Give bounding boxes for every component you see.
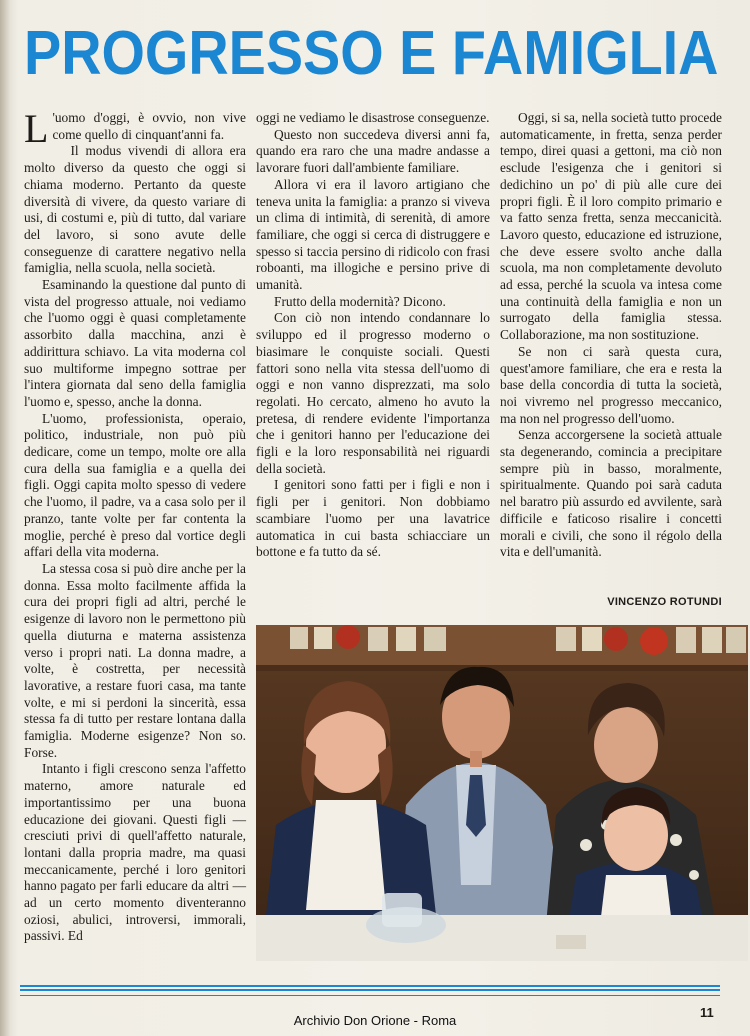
footer-rule-thin [20, 995, 720, 996]
text-column-3 [500, 110, 722, 561]
paragraph: Allora vi era il lavoro artigiano che teneva unita la famiglia: a pranzo si viveva un clima di intimità, di serenità, di amore familiare, che oggi si cerca di distruggere e spesso si taccia persino di ridicolo con frasi roboanti, ma illogiche e persino prive di umanità. [256, 176, 490, 293]
archive-credit: Archivio Don Orione - Roma [293, 1013, 457, 1028]
paragraph: I genitori sono fatti per i figli e non i figli per i genitori. Non dobbiamo scambiare l'uomo per una lavatrice automatica in cui basta schiacciare un bottone e fa tutto da sé. [256, 477, 490, 560]
page-number: 11 [700, 1005, 714, 1020]
family-photo [256, 625, 748, 961]
paragraph: Questo non succedeva diversi anni fa, quando era raro che una madre andasse a lavorare fuori dall'ambiente familiare. [256, 126, 490, 176]
paragraph: Con ciò non intendo condannare lo sviluppo ed il progresso moderno o biasimare le conquiste sociali. Questi fattori sono nella vita stessa dell'uomo di oggi e non vanno disprezzati, ma solo regolati. Ho cercato, almeno ho avuto la pretesa, di rendere evidente l'importanza che i genitori hanno per l'educazione dei figli e la loro responsabilità nei riguardi della società. [256, 310, 490, 476]
paragraph: La stessa cosa si può dire anche per la donna. Essa molto facilmente affida la cura dei propri figli ad altri, perché le esigenze di lavoro non le permettono più quella diuturna e materna assistenza verso i propri nati. La donna madre, a volte, è costretta, per necessità lavorative, a restare fuori casa, ma tante volte, e mi si perdoni la sincerità, essa stessa fa di tutto per restare lontana dalla famiglia. Moderne esigenze? Non so. Forse. [24, 560, 246, 760]
paragraph: Esaminando la questione dal punto di vista del progresso attuale, noi vediamo che l'uomo oggi è quasi completamente assorbito dalla macchina, anzi è addirittura schiavo. La vita moderna col suo multiforme impegno sottrae per l'intera giornata dal seno della famiglia l'uomo e, spesso, anche la donna. [24, 277, 246, 409]
paragraph [24, 106, 246, 151]
paragraph: oggi ne vediamo le disastrose conseguenze. [256, 110, 490, 125]
text-column-2 [256, 110, 490, 561]
paragraph: Frutto della modernità? Dicono. [274, 293, 446, 309]
family-photo-illustration [256, 625, 748, 961]
article-title: PROGRESSO E FAMIGLIA [24, 19, 719, 88]
text-column-1 [24, 106, 246, 945]
paragraph: L'uomo, professionista, operaio, politico, industriale, non può più dedicare, come un tempo, molte ore alla cura della sua famiglia e a quella dei figli. Oggi capita molto spesso di vedere che l'uomo, il padre, va a casa solo per il pranzo, tante volte per far contenta la moglie, perché è preso dal vortice degli affari della vita moderna. [24, 410, 246, 560]
paragraph: Oggi, si sa, nella società tutto procede automaticamente, in fretta, senza perder tempo, direi quasi a gettoni, ma ciò non esclude l'esigenza che i genitori si dedichino un po' di più alle cure dei propri figli. È il loro compito primario e va fatto senza fretta, senza meccanicità. Lavoro questo, educazione ed istruzione, che deve essere svolto anche dalla scuola, ma non completamente devoluto ad essa, perché la scuola va intesa come una continuità della famiglia e non un surrogato della famiglia stessa. Collaborazione, ma non sostituzione. [500, 110, 722, 343]
paragraph: Il modus vivendi di allora era molto diverso da questo che oggi si chiama moderno. Pertanto da queste diversità di vivere, da questo variare di usi, di costumi e, più di tutto, dal variare del lavoro, si sono avute delle conseguenze di carattere negativo nella famiglia, nella scuola, nella società. [24, 143, 246, 276]
footer-rule [20, 985, 720, 991]
paragraph-text: 'uomo d'oggi, è ovvio, non vive come quello di cinquant'anni fa. [52, 110, 246, 142]
paragraph: Senza accorgersene la società attuale sta degenerando, comincia a precipitare sempre più in basso, moralmente, spiritualmente. Quando poi sarà caduta nel baratro più assurdo ed avvilente, sarà difficile e faticoso risalire i concetti morali e civili, che sono il régolo della vita e dell'umanità. [500, 427, 722, 560]
author-signature: VINCENZO ROTUNDI [607, 596, 722, 608]
paragraph: Intanto i figli crescono senza l'affetto materno, amore naturale ed importantissimo per una buona educazione dei giovani. Questi figli — cresciuti privi di quell'affetto naturale, lontani dalla propria madre, ma quasi meccanicamente, perché i loro genitori hanno pagato per farli educare da altri — ad un certo momento diventeranno oziosi, abulici, introversi, immorali, passivi. Ed [24, 761, 246, 944]
drop-cap: L [24, 106, 49, 151]
page-spine-shadow [0, 0, 10, 1036]
paragraph: Se non ci sarà questa cura, quest'amore familiare, che era e resta la base della concordia di tutta la società, noi vivremo nel progresso meccanico, ma non nel progresso dell'uomo. [500, 343, 722, 426]
